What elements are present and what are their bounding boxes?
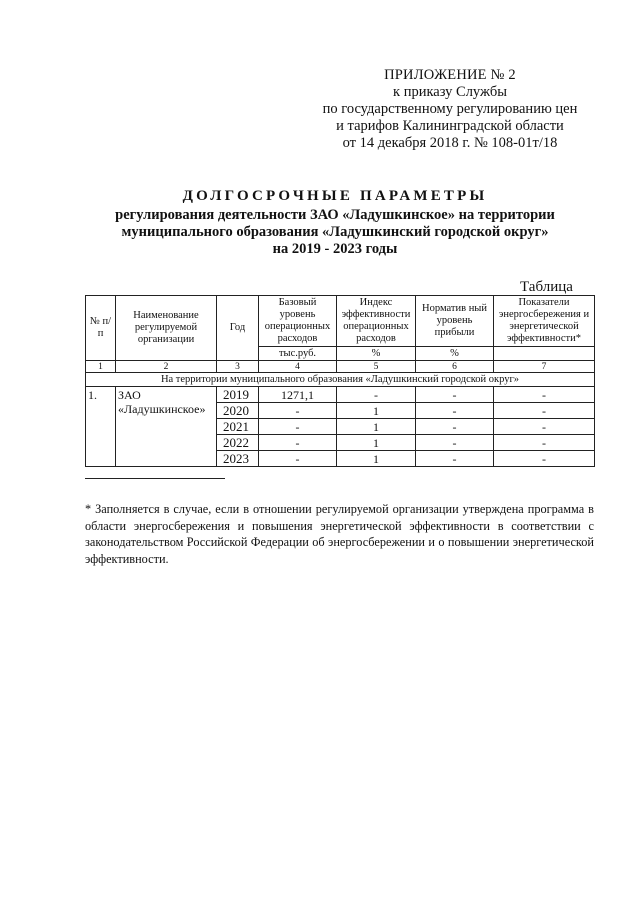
- parameters-table: [85, 295, 595, 467]
- header-num: № п/п: [86, 296, 116, 361]
- col-number: 2: [116, 361, 217, 373]
- base-cell: -: [259, 403, 337, 419]
- energy-cell: -: [494, 435, 595, 451]
- heading-line-4: на 2019 - 2023 годы: [272, 241, 398, 257]
- col-number: 4: [259, 361, 337, 373]
- document-heading: [60, 188, 610, 258]
- header-energy: Показатели энергосбережения и энергетической эффективности*: [494, 296, 595, 347]
- appendix-line-4: от 14 декабря 2018 г. № 108-01т/18: [342, 135, 558, 151]
- header-index: Индекс эффективности операционных расходов: [337, 296, 416, 347]
- norm-cell: -: [416, 451, 494, 467]
- heading-line-2: регулирования деятельности ЗАО «Ладушкинское» на территории: [115, 207, 555, 223]
- norm-cell: -: [416, 435, 494, 451]
- energy-cell: -: [494, 403, 595, 419]
- index-cell: -: [337, 387, 416, 403]
- table-label: Таблица: [520, 279, 573, 295]
- year-cell: 2021: [217, 419, 259, 435]
- table-row: [86, 387, 595, 403]
- index-cell: 1: [337, 451, 416, 467]
- energy-cell: -: [494, 387, 595, 403]
- year-cell: 2022: [217, 435, 259, 451]
- col-number: 7: [494, 361, 595, 373]
- col-number: 3: [217, 361, 259, 373]
- base-cell: -: [259, 419, 337, 435]
- base-cell: -: [259, 451, 337, 467]
- norm-cell: -: [416, 387, 494, 403]
- header-base: Базовый уровень операционных расходов: [259, 296, 337, 347]
- unit-energy: [494, 347, 595, 361]
- col-number: 1: [86, 361, 116, 373]
- header-org: Наименование регулируемой организации: [116, 296, 217, 361]
- col-number: 6: [416, 361, 494, 373]
- base-cell: -: [259, 435, 337, 451]
- territory-row: [86, 373, 595, 387]
- footnote: * Заполняется в случае, если в отношении регулируемой организации утверждена программа в области энергосбережения и повышения энергетической эффективности в соответствии с законодательством Российской Федерации об энергосбережении и о повышении энергетической эффективности.: [85, 502, 594, 566]
- year-cell: 2020: [217, 403, 259, 419]
- index-cell: 1: [337, 435, 416, 451]
- norm-cell: -: [416, 403, 494, 419]
- heading-line-3: муниципального образования «Ладушкинский городской округ»: [121, 224, 549, 240]
- appendix-line-3: и тарифов Калининградской области: [336, 118, 564, 134]
- col-number: 5: [337, 361, 416, 373]
- norm-cell: -: [416, 419, 494, 435]
- footnote-divider: [85, 478, 225, 479]
- column-number-row: [86, 361, 595, 373]
- header-norm: Норматив ный уровень прибыли: [416, 296, 494, 347]
- appendix-line-1: к приказу Службы: [393, 84, 507, 100]
- heading-title: ДОЛГОСРОЧНЫЕ ПАРАМЕТРЫ: [182, 188, 488, 204]
- year-cell: 2023: [217, 451, 259, 467]
- unit-index: %: [337, 347, 416, 361]
- year-cell: 2019: [217, 387, 259, 403]
- org-name: ЗАО «Ладушкинское»: [116, 387, 217, 467]
- index-cell: 1: [337, 419, 416, 435]
- unit-norm: %: [416, 347, 494, 361]
- base-cell: 1271,1: [259, 387, 337, 403]
- header-row: [86, 296, 595, 347]
- index-cell: 1: [337, 403, 416, 419]
- energy-cell: -: [494, 451, 595, 467]
- row-number: 1.: [86, 387, 116, 467]
- appendix-line-2: по государственному регулированию цен: [322, 101, 578, 117]
- appendix-block: [300, 67, 600, 152]
- territory-label: На территории муниципального образования «Ладушкинский городской округ»: [86, 373, 595, 387]
- appendix-title: ПРИЛОЖЕНИЕ № 2: [384, 67, 516, 83]
- header-year: Год: [217, 296, 259, 361]
- unit-base: тыс.руб.: [259, 347, 337, 361]
- energy-cell: -: [494, 419, 595, 435]
